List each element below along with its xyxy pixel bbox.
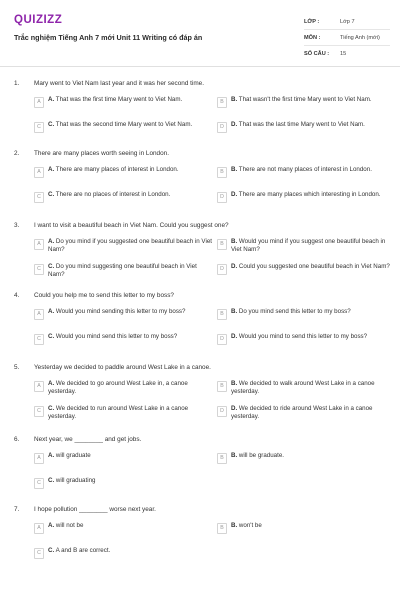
option-letter-box[interactable]: D — [217, 264, 227, 275]
option-body: Could you suggested one beautiful beach in Viet Nam? — [238, 263, 390, 270]
question-text: I want to visit a beautiful beach in Viet Nam. Could you suggest one? — [34, 222, 229, 229]
option-letter: A. — [48, 452, 55, 459]
option-letter: A. — [48, 308, 55, 315]
quizizz-logo[interactable]: QUIZIZZ — [14, 14, 63, 26]
question-number: 1. — [14, 80, 20, 87]
option-text — [48, 96, 182, 104]
option-letter-box[interactable]: A — [34, 97, 44, 108]
option-letter-box[interactable]: B — [217, 453, 227, 464]
option-letter: B. — [231, 308, 238, 315]
answer-option[interactable] — [34, 121, 213, 141]
option-letter-box[interactable]: B — [217, 97, 227, 108]
option-letter-box[interactable]: C — [34, 478, 44, 489]
option-body: Do you mind suggesting one beautiful beach in Viet Nam? — [48, 263, 197, 278]
option-body: There are many places of interest in London. — [55, 166, 179, 173]
option-letter-box[interactable]: A — [34, 381, 44, 392]
question-number: 7. — [14, 506, 20, 513]
option-text — [231, 166, 372, 174]
question-number: 6. — [14, 436, 20, 443]
option-body: That wasn't the first time Mary went to Viet Nam. — [238, 96, 372, 103]
option-body: We decided to run around West Lake in a canoe yesterday. — [48, 405, 189, 420]
answer-option[interactable] — [217, 333, 396, 353]
answer-options — [34, 92, 400, 146]
option-letter-box[interactable]: A — [34, 239, 44, 250]
answer-option[interactable] — [34, 191, 213, 211]
question-item — [0, 220, 400, 288]
answer-option[interactable] — [217, 452, 396, 472]
option-text — [48, 166, 179, 174]
option-text — [231, 405, 396, 421]
answer-option[interactable] — [217, 96, 396, 116]
question-item — [0, 290, 400, 358]
option-text — [48, 380, 213, 396]
meta-row-count — [304, 46, 390, 61]
answer-option[interactable] — [34, 380, 213, 400]
question-text: Mary went to Viet Nam last year and it was her second time. — [34, 80, 205, 87]
answer-option[interactable] — [34, 333, 213, 353]
answer-option[interactable] — [34, 547, 213, 567]
option-letter-box[interactable]: D — [217, 406, 227, 417]
option-text — [231, 380, 396, 396]
question-line — [0, 362, 400, 376]
option-body: Do you mind if you suggested one beautiful beach in Viet Nam? — [48, 238, 212, 253]
answer-option[interactable] — [217, 191, 396, 211]
option-body: Would you mind send this letter to my boss? — [55, 333, 178, 340]
answer-option[interactable] — [34, 238, 213, 258]
option-letter: A. — [48, 96, 55, 103]
option-text — [48, 477, 95, 485]
question-item — [0, 148, 400, 216]
question-number: 2. — [14, 150, 20, 157]
option-letter-box[interactable]: A — [34, 309, 44, 320]
answer-options — [34, 234, 400, 288]
option-letter: B. — [231, 452, 238, 459]
option-body: A and B are correct. — [55, 547, 111, 554]
option-body: We decided to go around West Lake in, a canoe yesterday. — [48, 380, 188, 395]
meta-label: SỐ CÂU : — [304, 50, 330, 57]
answer-options — [34, 448, 400, 502]
option-letter: D. — [231, 405, 238, 412]
option-body: There are not many places of interest in London. — [238, 166, 372, 173]
question-line — [0, 290, 400, 304]
option-body: won't be — [238, 522, 262, 529]
option-letter: B. — [231, 238, 238, 245]
option-letter-box[interactable]: A — [34, 523, 44, 534]
answer-option[interactable] — [34, 405, 213, 425]
option-text — [231, 263, 390, 271]
option-body: We decided to walk around West Lake in a canoe yesterday. — [231, 380, 375, 395]
option-letter-box[interactable]: A — [34, 167, 44, 178]
option-letter-box[interactable]: C — [34, 264, 44, 275]
option-letter-box[interactable]: C — [34, 122, 44, 133]
question-text: Yesterday we decided to paddle around West Lake in a canoe. — [34, 364, 211, 371]
option-text — [231, 522, 262, 530]
option-body: Would you mind if you suggest one beautiful beach in Viet Nam? — [231, 238, 386, 253]
option-letter: C. — [48, 405, 55, 412]
option-letter-box[interactable]: B — [217, 167, 227, 178]
meta-table — [304, 14, 390, 61]
option-text — [231, 308, 351, 316]
option-text — [48, 238, 213, 254]
option-letter: D. — [231, 121, 238, 128]
answer-option[interactable] — [217, 263, 396, 283]
option-text — [48, 452, 91, 460]
option-letter: C. — [48, 121, 55, 128]
answer-option[interactable] — [217, 121, 396, 141]
option-letter-box[interactable]: A — [34, 453, 44, 464]
question-line — [0, 504, 400, 518]
option-letter: B. — [231, 96, 238, 103]
option-letter-box[interactable]: B — [217, 239, 227, 250]
question-text: There are many places worth seeing in London. — [34, 150, 169, 157]
question-list — [0, 78, 400, 572]
option-letter: D. — [231, 263, 238, 270]
meta-value: Lớp 7 — [340, 18, 355, 25]
option-letter: B. — [231, 166, 238, 173]
option-letter-box[interactable]: B — [217, 309, 227, 320]
option-text — [231, 452, 284, 460]
question-number: 4. — [14, 292, 20, 299]
question-item — [0, 434, 400, 502]
option-body: will graduating — [55, 477, 96, 484]
answer-option[interactable] — [34, 166, 213, 186]
answer-options — [34, 518, 400, 572]
option-body: That was the second time Mary went to Viet Nam. — [55, 121, 193, 128]
option-letter: A. — [48, 380, 55, 387]
option-letter-box[interactable]: C — [34, 548, 44, 559]
option-letter-box[interactable]: D — [217, 122, 227, 133]
option-text — [48, 547, 110, 555]
meta-label: LỚP : — [304, 18, 320, 25]
answer-options — [34, 376, 400, 430]
option-letter: C. — [48, 191, 55, 198]
option-body: Do you mind send this letter to my boss? — [238, 308, 351, 315]
meta-value: 15 — [340, 50, 347, 57]
option-text — [48, 308, 185, 316]
question-number: 5. — [14, 364, 20, 371]
question-number: 3. — [14, 222, 20, 229]
option-text — [48, 522, 83, 530]
option-letter-box[interactable]: C — [34, 192, 44, 203]
option-letter: C. — [48, 477, 55, 484]
option-letter-box[interactable]: D — [217, 192, 227, 203]
page-title: Trắc nghiệm Tiếng Anh 7 mới Unit 11 Writing có đáp án — [14, 33, 203, 42]
option-text — [231, 121, 365, 129]
option-letter: A. — [48, 166, 55, 173]
question-line — [0, 78, 400, 92]
option-letter-box[interactable]: B — [217, 381, 227, 392]
option-body: There are no places of interest in London. — [55, 191, 171, 198]
answer-option[interactable] — [34, 263, 213, 283]
option-letter: C. — [48, 333, 55, 340]
meta-label: MÔN : — [304, 34, 321, 41]
option-letter-box[interactable]: C — [34, 334, 44, 345]
answer-option[interactable] — [217, 166, 396, 186]
question-line — [0, 434, 400, 448]
option-letter-box[interactable]: B — [217, 523, 227, 534]
answer-options — [34, 162, 400, 216]
answer-option[interactable] — [217, 308, 396, 328]
option-body: Would you mind to send this letter to my boss? — [238, 333, 368, 340]
option-text — [231, 191, 381, 199]
option-letter-box[interactable]: C — [34, 406, 44, 417]
answer-option[interactable] — [34, 477, 213, 497]
option-letter: D. — [231, 333, 238, 340]
question-line — [0, 148, 400, 162]
option-letter: B. — [231, 522, 238, 529]
option-text — [231, 333, 367, 341]
option-letter: C. — [48, 547, 55, 554]
question-item — [0, 362, 400, 430]
option-text — [48, 263, 213, 279]
meta-row-class — [304, 14, 390, 30]
question-text: Next year, we ________ and get jobs. — [34, 436, 142, 443]
question-item — [0, 504, 400, 572]
option-letter-box[interactable]: D — [217, 334, 227, 345]
answer-option[interactable] — [217, 238, 396, 258]
option-letter: A. — [48, 238, 55, 245]
option-body: We decided to ride around West Lake in a canoe yesterday. — [231, 405, 373, 420]
answer-option[interactable] — [34, 308, 213, 328]
answer-option[interactable] — [217, 405, 396, 425]
option-body: That was the last time Mary went to Viet Nam. — [238, 121, 365, 128]
option-text — [48, 405, 213, 421]
question-text: I hope pollution ________ worse next year. — [34, 506, 156, 513]
answer-option[interactable] — [34, 522, 213, 542]
question-line — [0, 220, 400, 234]
meta-row-subject — [304, 30, 390, 46]
option-text — [231, 96, 372, 104]
worksheet-header — [0, 0, 400, 67]
meta-value: Tiếng Anh (mới) — [340, 34, 380, 41]
option-body: Would you mind sending this letter to my boss? — [55, 308, 186, 315]
answer-option[interactable] — [34, 96, 213, 116]
option-body: will not be — [55, 522, 84, 529]
option-letter: D. — [231, 191, 238, 198]
option-body: will graduate — [55, 452, 91, 459]
answer-options — [34, 304, 400, 358]
answer-option[interactable] — [217, 380, 396, 400]
option-letter: C. — [48, 263, 55, 270]
option-text — [48, 121, 192, 129]
option-text — [231, 238, 396, 254]
question-item — [0, 78, 400, 146]
option-letter: A. — [48, 522, 55, 529]
question-text: Could you help me to send this letter to my boss? — [34, 292, 174, 299]
option-body: There are many places which interesting in London. — [238, 191, 381, 198]
option-text — [48, 333, 177, 341]
answer-option[interactable] — [217, 522, 396, 542]
option-body: will be graduate. — [238, 452, 284, 459]
option-body: That was the first time Mary went to Viet Nam. — [55, 96, 183, 103]
answer-option[interactable] — [34, 452, 213, 472]
option-letter: B. — [231, 380, 238, 387]
option-text — [48, 191, 170, 199]
